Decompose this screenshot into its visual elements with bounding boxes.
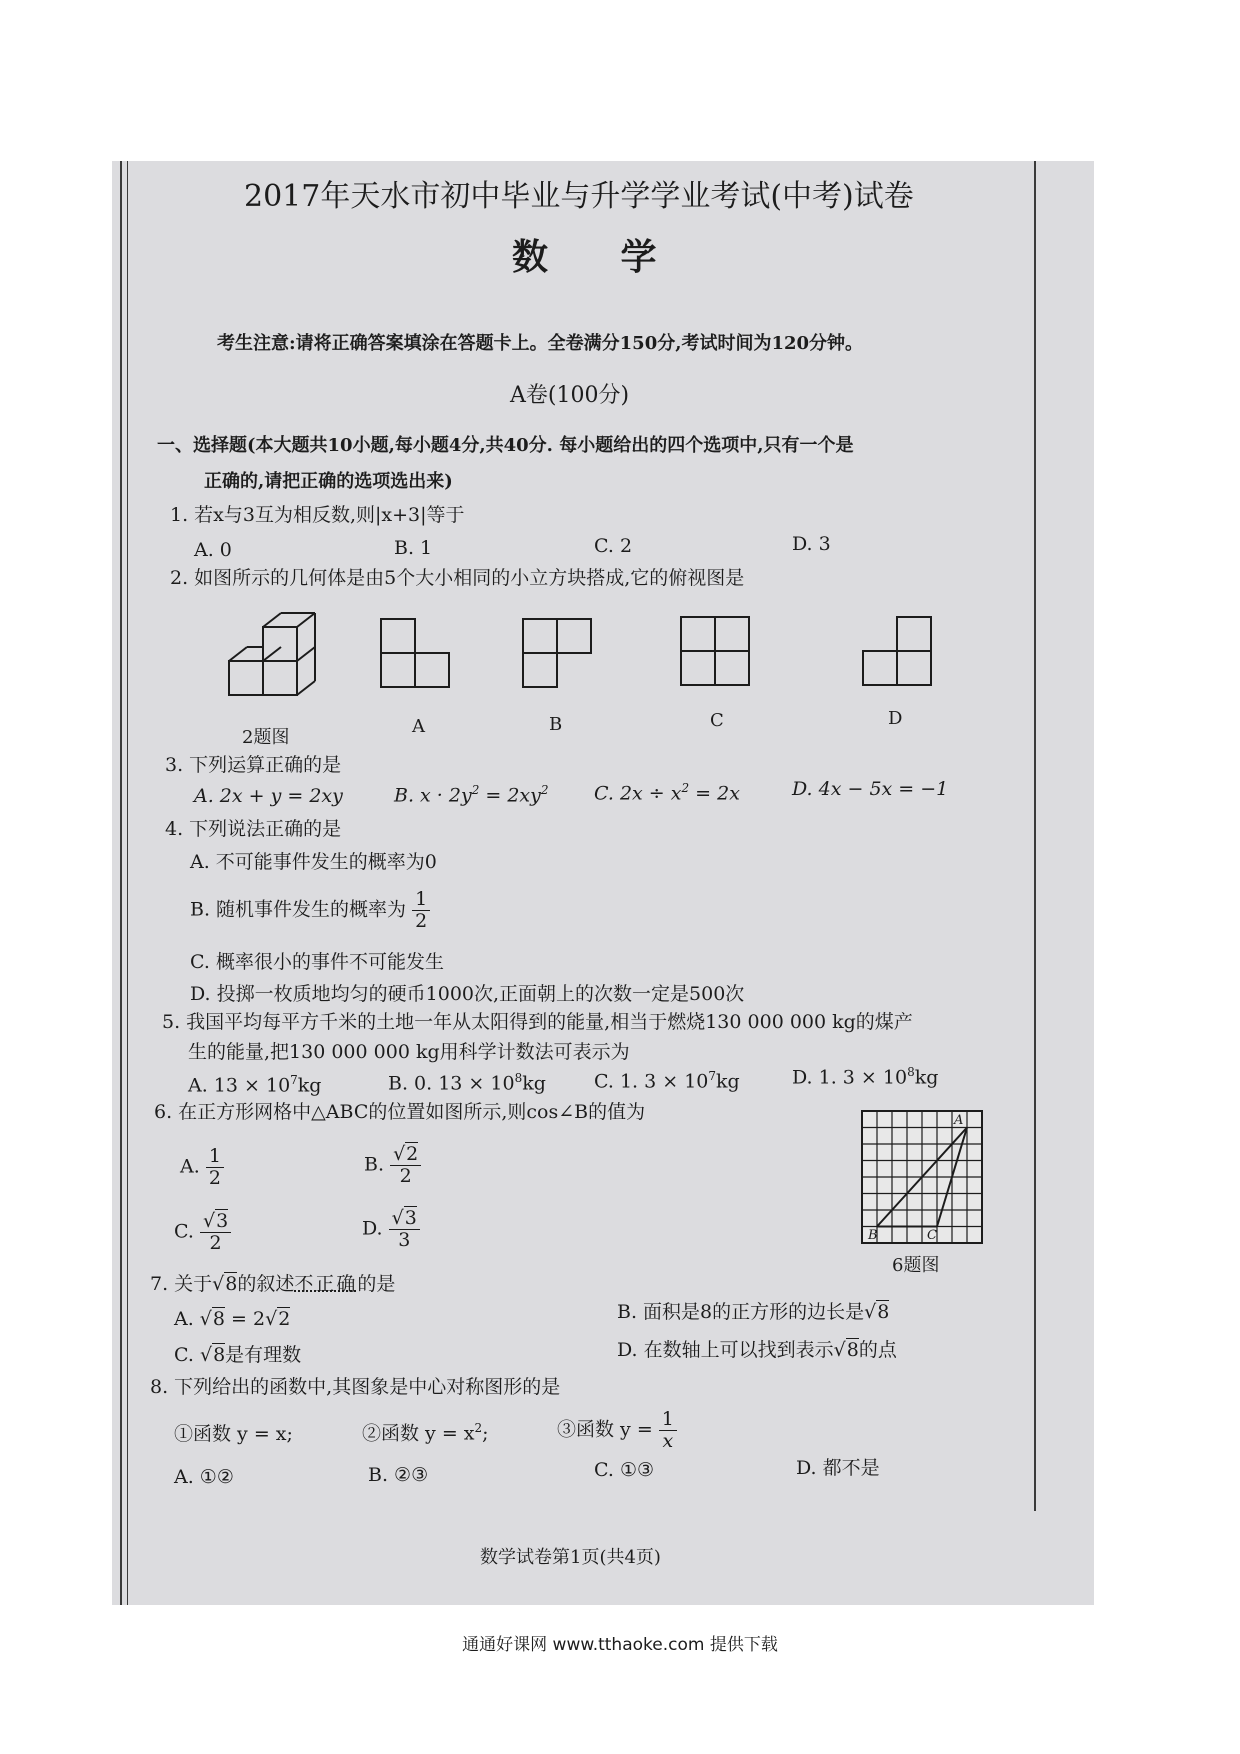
q7-c-radicand: 8 xyxy=(213,1344,226,1366)
q6-option-a xyxy=(180,1146,224,1189)
q7-c-label: C. xyxy=(174,1344,194,1366)
q3-c-right: = 2x xyxy=(689,782,740,805)
q7-stem-emphasis: 不正确 xyxy=(294,1273,358,1295)
q8-function-1: ①函数 y = x; xyxy=(174,1423,293,1445)
q3-option-a: A. 2x + y = 2xy xyxy=(194,785,343,807)
q3-c-left: C. 2x ÷ x xyxy=(594,782,682,805)
q7-b-text: B. 面积是8的正方形的边长是 xyxy=(617,1301,865,1323)
q3-b-right: = 2xy xyxy=(479,784,541,807)
q6-d-label: D. xyxy=(362,1217,383,1240)
q5-b-unit: kg xyxy=(522,1072,546,1095)
q2-option-d-figure xyxy=(862,616,934,688)
q2-figure-label: 2题图 xyxy=(242,727,290,748)
q8-option-a: A. ①② xyxy=(174,1466,234,1488)
exam-title: 2017年天水市初中毕业与升学学业考试(中考)试卷 xyxy=(244,179,914,214)
q1-option-b: B. 1 xyxy=(394,537,433,559)
q8-f3-fraction xyxy=(659,1409,677,1452)
q8-function-2 xyxy=(362,1421,489,1445)
q6-stem: 6. 在正方形网格中△ABC的位置如图所示,则cos∠B的值为 xyxy=(154,1101,646,1123)
q7-d-suffix: 的点 xyxy=(858,1339,897,1361)
q2-option-a-label: A xyxy=(412,716,425,737)
q8-stem: 8. 下列给出的函数中,其图象是中心对称图形的是 xyxy=(150,1376,561,1398)
q3-c-exp: 2 xyxy=(681,781,690,795)
q3-option-d: D. 4x − 5x = −1 xyxy=(792,778,949,800)
q4-option-c: C. 概率很小的事件不可能发生 xyxy=(190,951,444,973)
q4-option-b xyxy=(190,889,430,932)
q7-stem: 7. 关于√8的叙述不正确的是 xyxy=(150,1273,396,1295)
q7-a-equals: = 2 xyxy=(225,1308,266,1330)
q8-f2-suffix: ; xyxy=(482,1422,489,1445)
q5-option-c xyxy=(594,1069,740,1093)
q2-option-c-label: C xyxy=(710,710,724,731)
q7-stem-prefix: 7. 关于 xyxy=(150,1273,213,1295)
q5-option-d xyxy=(792,1065,938,1089)
q6-d-numerator: 3 xyxy=(404,1207,417,1229)
q7-option-c: C. √8是有理数 xyxy=(174,1344,302,1366)
q6-option-d xyxy=(362,1208,420,1251)
q5-stem-line1: 5. 我国平均每平方千米的土地一年从太阳得到的能量,相当于燃烧130 000 000 kg的煤产 xyxy=(162,1011,913,1033)
left-border xyxy=(120,161,122,1605)
q6-a-denominator: 2 xyxy=(208,1166,221,1189)
q7-a-label: A. xyxy=(174,1308,194,1330)
q7-a-radicand2: 2 xyxy=(278,1308,291,1330)
q8-f3-text: ③函数 y = xyxy=(557,1418,653,1441)
q4-stem: 4. 下列说法正确的是 xyxy=(165,818,342,840)
q5-b-exp: 8 xyxy=(514,1071,523,1085)
q2-stem: 2. 如图所示的几何体是由5个大小相同的小立方块搭成,它的俯视图是 xyxy=(170,567,745,589)
q8-f2-exp: 2 xyxy=(474,1421,483,1435)
q2-option-d-label: D xyxy=(888,708,903,729)
q6-a-fraction xyxy=(206,1146,224,1189)
q6-grid-figure xyxy=(860,1109,984,1245)
q1-option-c: C. 2 xyxy=(594,535,633,557)
q5-c-text: C. 1. 3 × 10 xyxy=(594,1070,709,1093)
q3-b-exp2: 2 xyxy=(540,783,549,797)
left-border-inner xyxy=(127,161,128,1605)
q4-option-a: A. 不可能事件发生的概率为0 xyxy=(190,851,437,873)
q5-b-text: B. 0. 13 × 10 xyxy=(388,1072,515,1095)
q6-point-b-label: B xyxy=(868,1228,878,1243)
q6-c-numerator: 3 xyxy=(216,1210,229,1232)
q7-a-radicand: 8 xyxy=(212,1308,226,1330)
watermark-footer: 通通好课网 www.tthaoke.com 提供下载 xyxy=(462,1635,778,1655)
q5-option-a xyxy=(188,1073,321,1097)
q6-b-label: B. xyxy=(364,1153,385,1176)
q3-b-exp1: 2 xyxy=(471,783,480,797)
subject-title: 数 学 xyxy=(512,237,687,278)
q7-d-radicand: 8 xyxy=(846,1339,859,1361)
q6-a-numerator: 1 xyxy=(206,1146,224,1168)
q6-point-c-label: C xyxy=(927,1228,937,1243)
q5-d-unit: kg xyxy=(914,1066,939,1089)
q6-point-a-label: A xyxy=(954,1113,964,1128)
q7-stem-mid: 的叙述 xyxy=(237,1273,295,1295)
q2-option-a-figure xyxy=(380,618,452,690)
q6-b-denominator: 2 xyxy=(399,1164,412,1187)
q2-option-b-label: B xyxy=(549,714,563,735)
q6-option-b xyxy=(364,1144,421,1187)
q5-d-text: D. 1. 3 × 10 xyxy=(792,1066,908,1089)
q7-option-b: B. 面积是8的正方形的边长是√8 xyxy=(617,1301,890,1323)
q4-b-fraction xyxy=(412,889,430,932)
q4-option-d: D. 投掷一枚质地均匀的硬币1000次,正面朝上的次数一定是500次 xyxy=(190,983,745,1005)
q7-b-radicand: 8 xyxy=(877,1301,890,1323)
q8-option-c: C. ①③ xyxy=(594,1459,655,1481)
q6-figure-label: 6题图 xyxy=(892,1255,940,1276)
q1-option-d: D. 3 xyxy=(792,533,831,555)
q5-option-b xyxy=(388,1071,546,1095)
q6-c-denominator: 2 xyxy=(209,1231,222,1254)
q1-stem: 1. 若x与3互为相反数,则|x+3|等于 xyxy=(170,504,465,526)
q6-a-label: A. xyxy=(180,1155,200,1178)
q6-c-label: C. xyxy=(174,1220,194,1243)
q8-option-b: B. ②③ xyxy=(368,1464,429,1486)
q6-b-fraction: $\frac{√2}{2}$ xyxy=(390,1144,421,1187)
q4-b-denominator: 2 xyxy=(415,909,428,932)
q6-d-fraction: $\frac{√3}{3}$ xyxy=(389,1208,420,1251)
q8-f3-numerator: 1 xyxy=(659,1409,677,1431)
q3-option-b xyxy=(394,783,549,807)
q8-f3-denominator: x xyxy=(662,1429,674,1452)
part1-heading-line1: 一、选择题(本大题共10小题,每小题4分,共40分. 每小题给出的四个选项中,只有一个是 xyxy=(157,435,854,456)
q8-function-3 xyxy=(557,1409,677,1452)
right-border xyxy=(1034,161,1036,1511)
q5-c-unit: kg xyxy=(716,1070,740,1093)
q5-c-exp: 7 xyxy=(708,1069,717,1083)
q5-a-exp: 7 xyxy=(290,1073,298,1087)
page-number-footer: 数学试卷第1页(共4页) xyxy=(480,1547,661,1568)
q2-solid-figure xyxy=(227,601,337,721)
q3-stem: 3. 下列运算正确的是 xyxy=(165,754,342,776)
q7-stem-radicand: 8 xyxy=(225,1273,238,1295)
q8-f2-text: ②函数 y = x xyxy=(362,1422,475,1445)
q5-a-unit: kg xyxy=(297,1074,322,1097)
q4-b-text: B. 随机事件发生的概率为 xyxy=(190,898,407,921)
q3-option-c xyxy=(594,781,740,805)
q6-c-fraction: $\frac{√3}{2}$ xyxy=(200,1211,231,1254)
q7-option-d: D. 在数轴上可以找到表示√8的点 xyxy=(617,1339,897,1361)
q7-stem-suffix: 的是 xyxy=(357,1273,396,1295)
exam-notice: 考生注意:请将正确答案填涂在答题卡上。全卷满分150分,考试时间为120分钟。 xyxy=(217,333,864,354)
q1-option-a: A. 0 xyxy=(194,539,232,561)
q6-d-denominator: 3 xyxy=(398,1228,411,1251)
q5-d-exp: 8 xyxy=(907,1065,915,1079)
q6-option-c xyxy=(174,1211,231,1254)
part1-heading-line2: 正确的,请把正确的选项选出来) xyxy=(204,471,453,492)
q7-d-text: D. 在数轴上可以找到表示 xyxy=(617,1339,834,1361)
q5-a-text: A. 13 × 10 xyxy=(188,1074,291,1097)
q7-c-text: 是有理数 xyxy=(225,1344,302,1366)
q6-b-numerator: 2 xyxy=(406,1143,419,1165)
section-title: A卷(100分) xyxy=(510,383,630,408)
q4-b-numerator: 1 xyxy=(412,889,430,911)
q2-option-b-figure xyxy=(522,618,594,690)
q5-stem-line2: 生的能量,把130 000 000 kg用科学计数法可表示为 xyxy=(188,1041,630,1063)
q3-b-left: B. x · 2y xyxy=(394,784,472,807)
q2-option-c-figure xyxy=(680,616,752,688)
q7-option-a: A. √8 = 2√2 xyxy=(174,1308,291,1330)
q8-option-d: D. 都不是 xyxy=(796,1457,880,1479)
exam-sheet xyxy=(112,161,1094,1605)
